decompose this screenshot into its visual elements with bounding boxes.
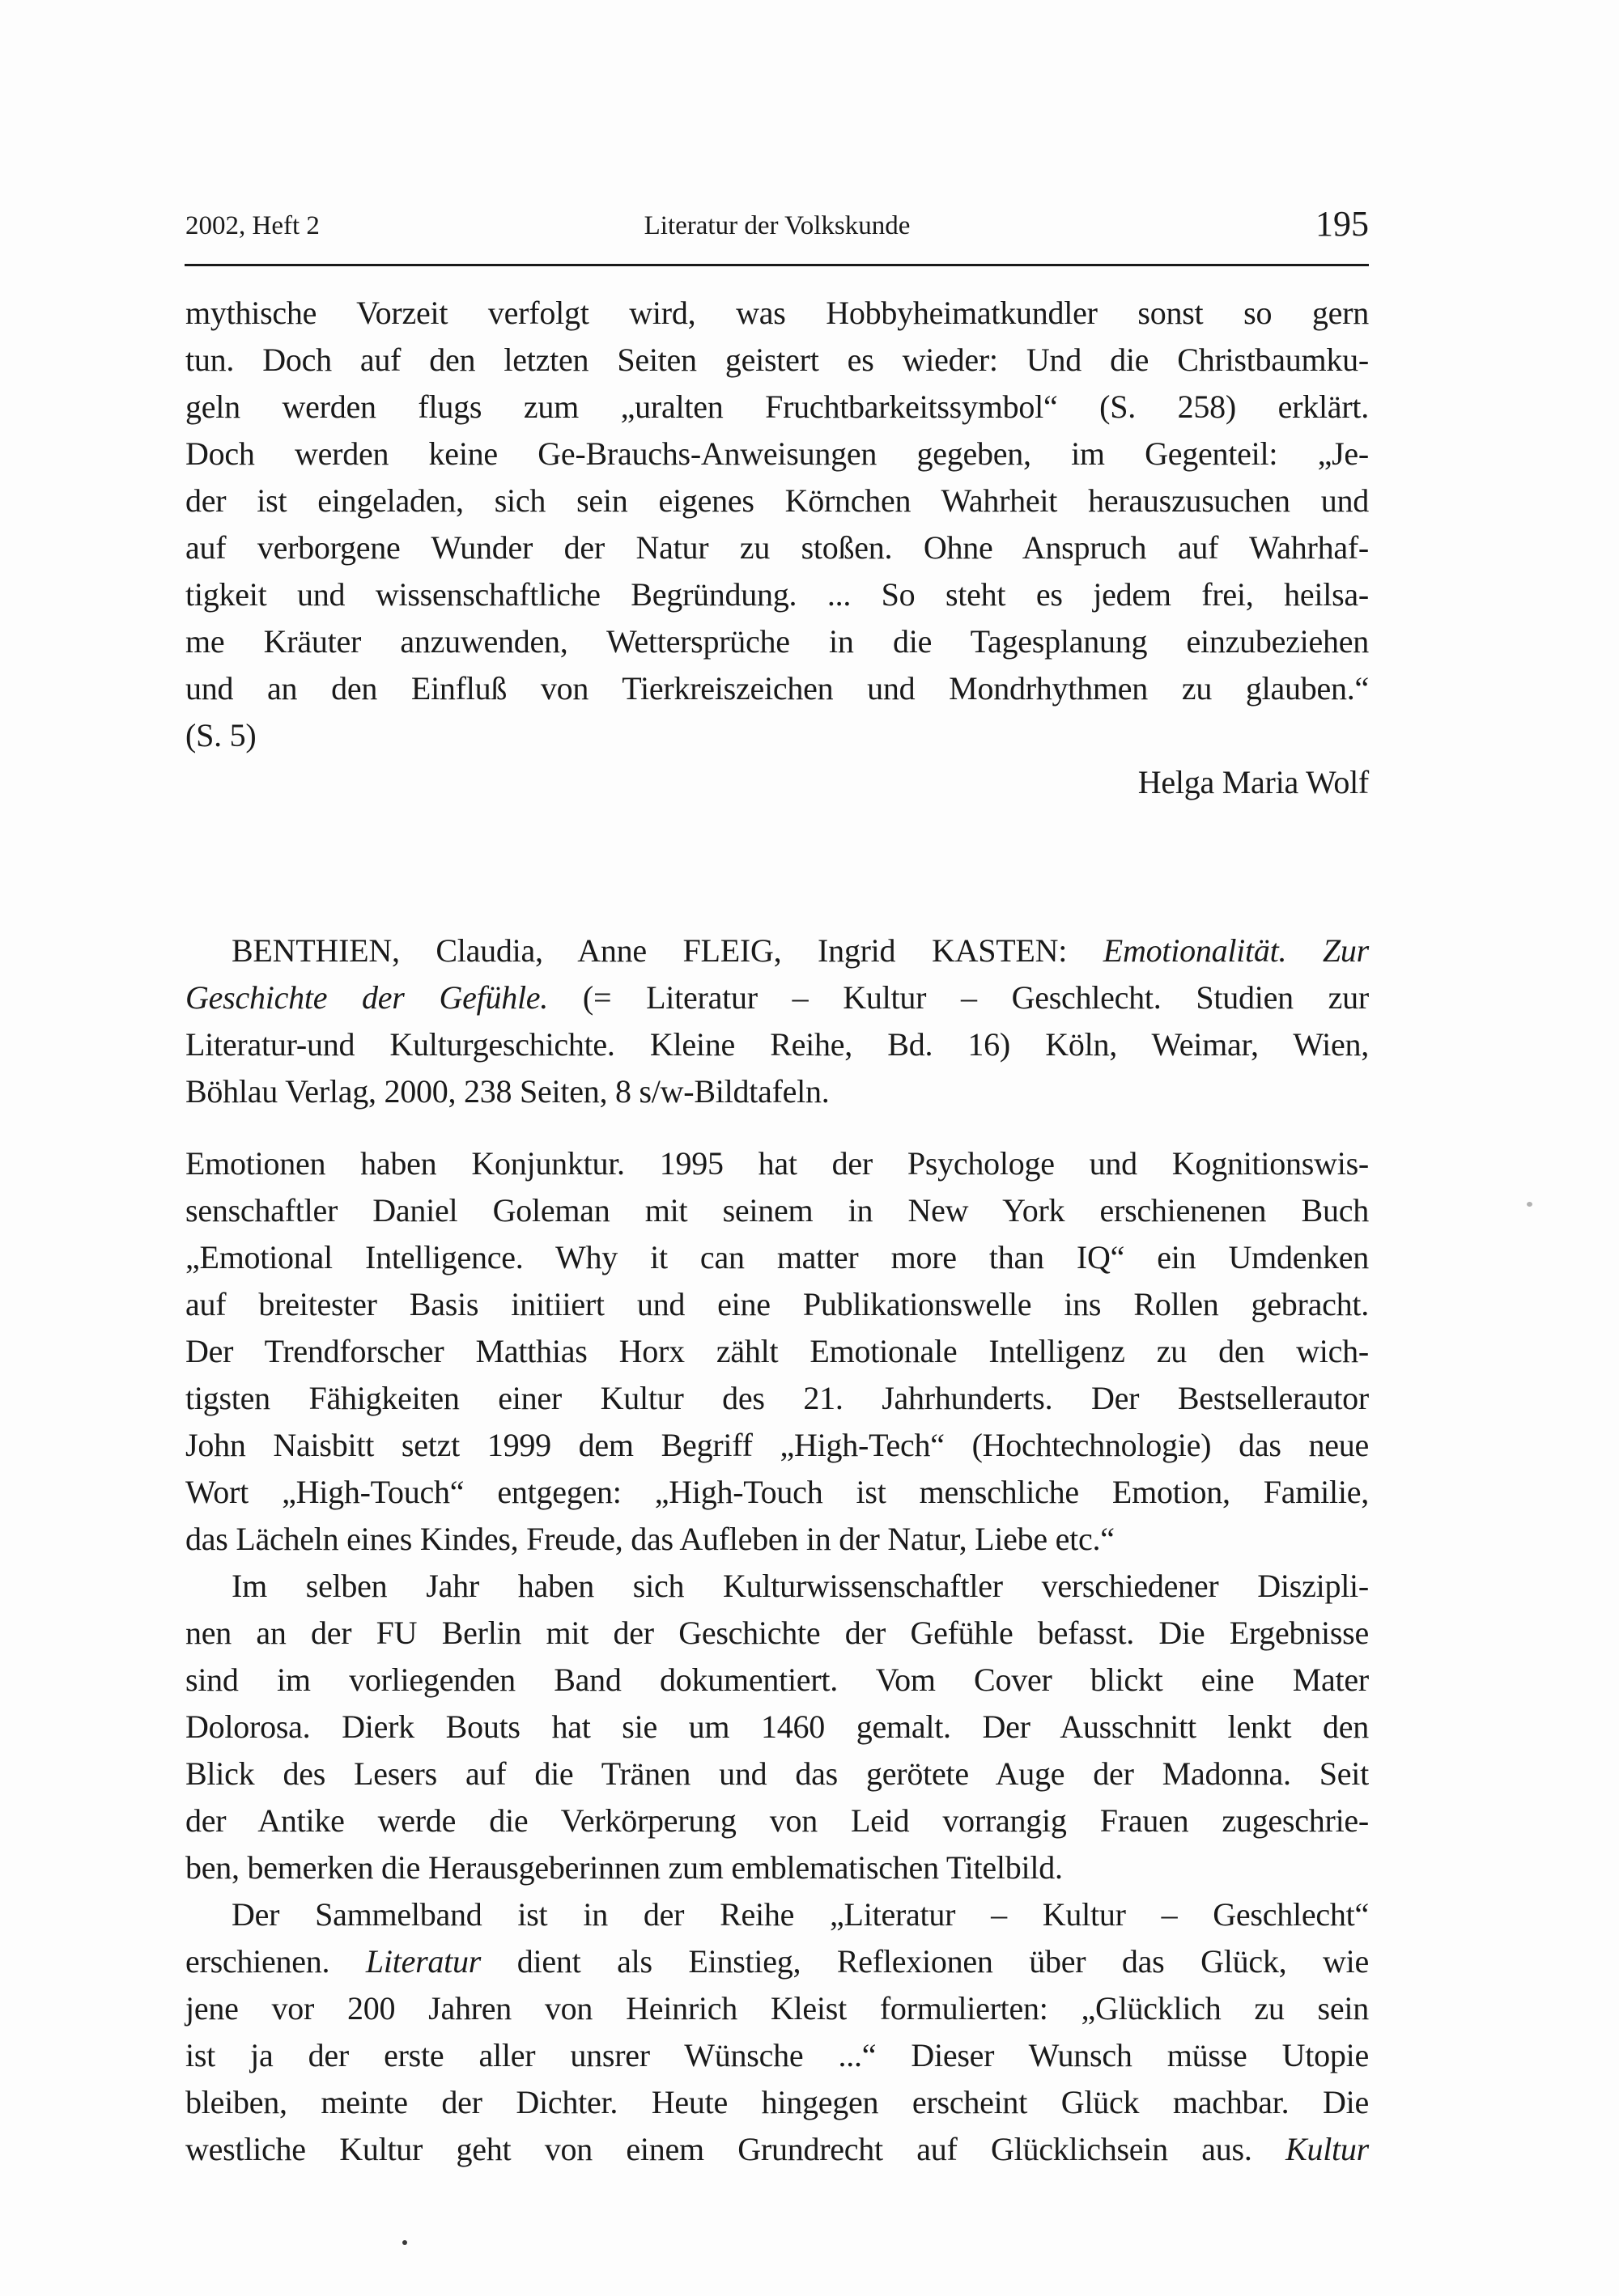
text-segment: tigkeit und wissenschaftliche Begründung. ... So steht es jedem frei, heilsa- [185, 576, 1369, 613]
text-segment: auf breitester Basis initiiert und eine Publikationswelle ins Rollen gebracht. [185, 1286, 1369, 1322]
text-line [185, 2032, 1369, 2079]
text-body [185, 290, 1369, 2173]
text-segment: nen an der FU Berlin mit der Geschichte der Gefühle befasst. Die Ergebnisse [185, 1615, 1369, 1651]
text-segment: sind im vorliegenden Band dokumentiert. Vom Cover blickt eine Mater [185, 1662, 1369, 1698]
text-line [185, 618, 1369, 665]
text-line [185, 1422, 1369, 1469]
italic-text-segment: Literatur [365, 1943, 482, 1980]
text-segment: ist ja der erste aller unsrer Wünsche ...“ Dieser Wunsch müsse Utopie [185, 2037, 1369, 2073]
bibliographic-reference [185, 927, 1369, 1115]
text-line [185, 1187, 1369, 1234]
text-line [185, 1328, 1369, 1375]
text-line [185, 712, 1369, 759]
text-line [185, 2079, 1369, 2126]
text-line [185, 665, 1369, 712]
text-segment: John Naisbitt setzt 1999 dem Begriff „High-Tech“ (Hochtechnologie) das neue [185, 1427, 1369, 1463]
text-segment: Emotionen haben Konjunktur. 1995 hat der Psychologe und Kognitionswis- [185, 1145, 1369, 1182]
text-line [185, 1844, 1369, 1891]
text-line [185, 524, 1369, 571]
text-line [185, 571, 1369, 618]
text-segment: Blick des Lesers auf die Tränen und das gerötete Auge der Madonna. Seit [185, 1755, 1369, 1792]
review-body-paragraph-3 [185, 1891, 1369, 2173]
text-line [185, 1140, 1369, 1187]
text-line [185, 1234, 1369, 1281]
text-segment: mythische Vorzeit verfolgt wird, was Hobbyheimatkundler sonst so gern [185, 295, 1369, 331]
text-segment: Der Trendforscher Matthias Horx zählt Emotionale Intelligenz zu den wich- [185, 1333, 1369, 1369]
review-body-paragraph-2 [185, 1563, 1369, 1891]
italic-text-segment: Emotionalität. Zur [1103, 932, 1369, 969]
text-segment: „Emotional Intelligence. Why it can matter more than IQ“ ein Umdenken [185, 1239, 1369, 1275]
text-segment: Literatur-und Kulturgeschichte. Kleine Reihe, Bd. 16) Köln, Weimar, Wien, [185, 1026, 1369, 1063]
text-line [185, 1021, 1369, 1068]
italic-text-segment: Geschichte der Gefühle. [185, 979, 549, 1016]
scan-speck [402, 2240, 407, 2245]
text-line [185, 1938, 1369, 1985]
text-segment: der Antike werde die Verkörperung von Leid vorrangig Frauen zugeschrie- [185, 1802, 1369, 1839]
text-segment: dient als Einstieg, Reflexionen über das Glück, wie [481, 1943, 1369, 1980]
text-segment: BENTHIEN, Claudia, Anne FLEIG, Ingrid KASTEN: [232, 932, 1103, 969]
text-line [185, 477, 1369, 524]
text-segment: westliche Kultur geht von einem Grundrecht auf Glücklichsein aus. [185, 2131, 1286, 2167]
page-header [185, 202, 1369, 244]
journal-issue: 2002, Heft 2 [185, 211, 320, 240]
text-segment: Wort „High-Touch“ entgegen: „High-Touch ist menschliche Emotion, Familie, [185, 1474, 1369, 1510]
reviewer-signature: Helga Maria Wolf [1137, 764, 1369, 800]
text-segment: auf verborgene Wunder der Natur zu stoßen. Ohne Anspruch auf Wahrhaf- [185, 529, 1369, 566]
review-body-paragraph-1 [185, 1140, 1369, 1563]
text-line [185, 1281, 1369, 1328]
text-line [185, 1891, 1369, 1938]
text-segment: erschienen. [185, 1943, 366, 1980]
text-segment: tigsten Fähigkeiten einer Kultur des 21. Jahrhunderts. Der Bestsellerautor [185, 1380, 1369, 1416]
header-rule [185, 264, 1369, 266]
text-line [185, 431, 1369, 477]
text-line [185, 1704, 1369, 1751]
vertical-space [185, 806, 1369, 927]
text-segment: me Kräuter anzuwenden, Wettersprüche in die Tagesplanung einzubeziehen [185, 623, 1369, 660]
text-line [185, 384, 1369, 431]
text-line [185, 1797, 1369, 1844]
text-line [185, 1469, 1369, 1516]
text-line [185, 1657, 1369, 1704]
journal-title: Literatur der Volkskunde [644, 211, 911, 240]
text-segment: tun. Doch auf den letzten Seiten geistert es wieder: Und die Christbaumku- [185, 342, 1369, 378]
text-line [185, 1516, 1369, 1563]
text-segment: und an den Einfluß von Tierkreiszeichen und Mondrhythmen zu glauben.“ [185, 670, 1369, 707]
review-conclusion-paragraph [185, 290, 1369, 759]
text-segment: Böhlau Verlag, 2000, 238 Seiten, 8 s/w-Bildtafeln. [185, 1073, 830, 1110]
text-segment: geln werden flugs zum „uralten Fruchtbarkeitssymbol“ (S. 258) erklärt. [185, 388, 1369, 425]
text-line [185, 1751, 1369, 1797]
italic-text-segment: Kultur [1285, 2131, 1369, 2167]
vertical-space [185, 1115, 1369, 1140]
text-line [185, 290, 1369, 337]
text-segment: senschaftler Daniel Goleman mit seinem in New York erschienenen Buch [185, 1192, 1369, 1229]
text-line [185, 927, 1369, 974]
text-segment: (= Literatur – Kultur – Geschlecht. Studien zur [548, 979, 1369, 1016]
text-segment: jene vor 200 Jahren von Heinrich Kleist formulierten: „Glücklich zu sein [185, 1990, 1369, 2027]
text-line [185, 1563, 1369, 1610]
text-line [185, 1068, 1369, 1115]
text-segment: das Lächeln eines Kindes, Freude, das Aufleben in der Natur, Liebe etc.“ [185, 1521, 1115, 1557]
text-segment: bleiben, meinte der Dichter. Heute hingegen erscheint Glück machbar. Die [185, 2084, 1369, 2120]
text-line [185, 974, 1369, 1021]
text-segment: Doch werden keine Ge-Brauchs-Anweisungen gegeben, im Gegenteil: „Je- [185, 435, 1369, 472]
text-line [185, 2126, 1369, 2173]
text-line [185, 1375, 1369, 1422]
text-line [185, 337, 1369, 384]
text-line [185, 1985, 1369, 2032]
text-line [185, 1610, 1369, 1657]
text-segment: Der Sammelband ist in der Reihe „Literatur – Kultur – Geschlecht“ [232, 1896, 1369, 1933]
text-segment: ben, bemerken die Herausgeberinnen zum emblematischen Titelbild. [185, 1849, 1063, 1886]
text-segment: der ist eingeladen, sich sein eigenes Körnchen Wahrheit herauszusuchen und [185, 482, 1369, 519]
scan-speck [1527, 1202, 1532, 1207]
text-segment: (S. 5) [185, 717, 257, 753]
text-segment: Im selben Jahr haben sich Kulturwissenschaftler verschiedener Diszipli- [232, 1568, 1369, 1604]
text-segment: Dolorosa. Dierk Bouts hat sie um 1460 gemalt. Der Ausschnitt lenkt den [185, 1708, 1369, 1745]
page-number: 195 [1315, 204, 1369, 244]
